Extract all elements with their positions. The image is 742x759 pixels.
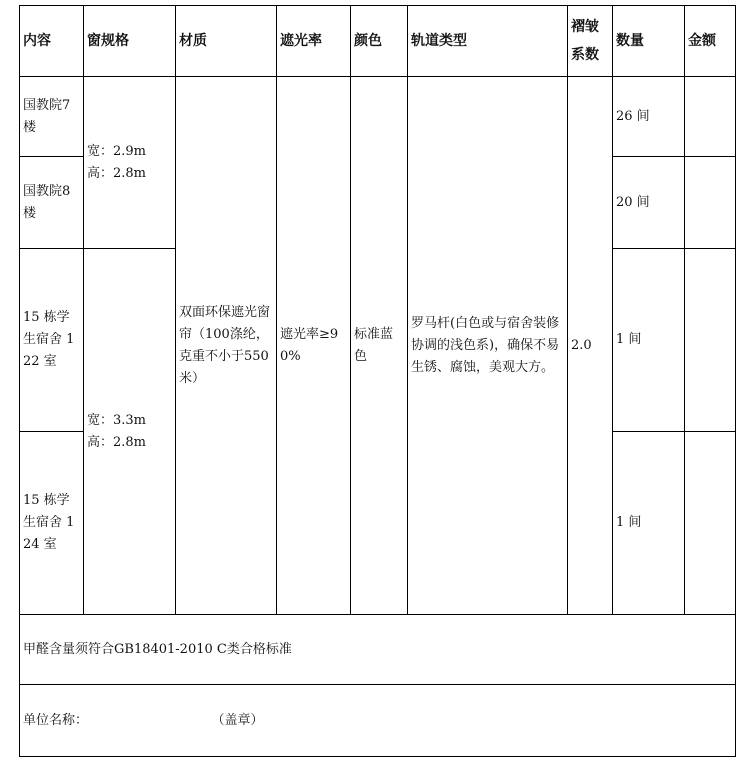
quantity-cell: 20 间 bbox=[613, 157, 685, 249]
header-content: 内容 bbox=[20, 6, 84, 77]
header-material: 材质 bbox=[176, 6, 277, 77]
track-type-cell: 罗马杆(白色或与宿舍装修协调的浅色系)，确保不易生锈、腐蚀，美观大方。 bbox=[408, 77, 568, 615]
window-size-group-2 bbox=[84, 249, 176, 615]
header-color: 颜色 bbox=[351, 6, 408, 77]
amount-cell bbox=[685, 157, 736, 249]
window-height: 高：2.8m bbox=[87, 434, 147, 450]
item-name: 国教院8楼 bbox=[20, 157, 84, 249]
formaldehyde-note: 甲醛含量须符合GB18401-2010 C类合格标准 bbox=[20, 615, 736, 685]
window-width: 宽：2.9m bbox=[87, 143, 147, 159]
unit-name-row bbox=[20, 685, 736, 757]
pleat-factor-cell: 2.0 bbox=[568, 77, 613, 615]
window-height: 高：2.8m bbox=[87, 165, 147, 181]
header-row bbox=[20, 6, 736, 77]
header-shading-rate: 遮光率 bbox=[277, 6, 351, 77]
header-track-type: 轨道类型 bbox=[408, 6, 568, 77]
item-name: 15 栋学生宿舍 124 室 bbox=[20, 432, 84, 615]
unit-name-label: 单位名称： bbox=[23, 712, 89, 728]
stamp-label: （盖章） bbox=[218, 712, 264, 728]
quantity-cell: 26 间 bbox=[613, 77, 685, 157]
amount-cell bbox=[685, 77, 736, 157]
quantity-cell: 1 间 bbox=[613, 432, 685, 615]
window-width: 宽：3.3m bbox=[87, 412, 147, 428]
item-name: 国教院7楼 bbox=[20, 77, 84, 157]
shading-rate-cell: 遮光率≥90% bbox=[277, 77, 351, 615]
material-cell: 双面环保遮光窗帘（100涤纶，克重不小于550米） bbox=[176, 77, 277, 615]
item-name: 15 栋学生宿舍 122 室 bbox=[20, 249, 84, 432]
header-window-size: 窗规格 bbox=[84, 6, 176, 77]
header-pleat-factor: 褶皱系数 bbox=[568, 6, 613, 77]
header-quantity: 数量 bbox=[613, 6, 685, 77]
formaldehyde-note-row bbox=[20, 615, 736, 685]
table-row bbox=[20, 77, 736, 157]
quantity-cell: 1 间 bbox=[613, 249, 685, 432]
curtain-spec-table bbox=[19, 5, 736, 757]
window-size-group-1 bbox=[84, 77, 176, 249]
amount-cell bbox=[685, 432, 736, 615]
color-cell: 标准蓝色 bbox=[351, 77, 408, 615]
amount-cell bbox=[685, 249, 736, 432]
unit-name-cell bbox=[20, 685, 736, 757]
header-amount: 金额 bbox=[685, 6, 736, 77]
